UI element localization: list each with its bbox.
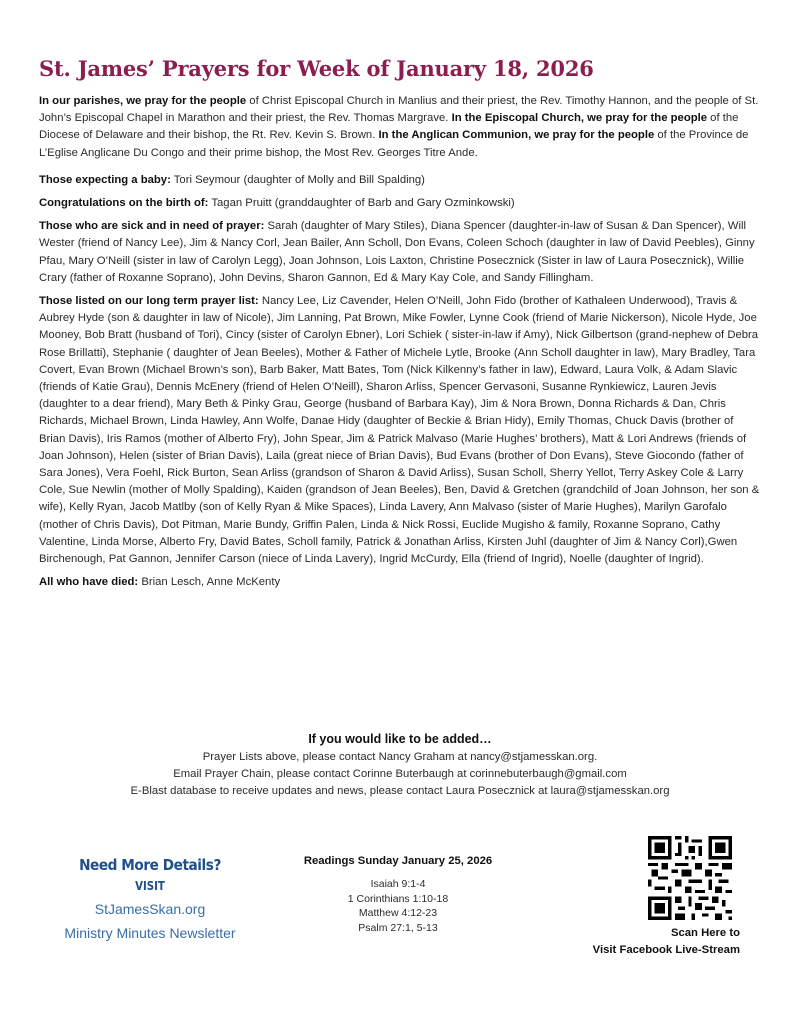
qr-code-icon[interactable] <box>648 836 732 920</box>
reading-item: Isaiah 9:1-4 <box>370 878 426 890</box>
details-visit: VISIT <box>135 879 165 893</box>
section-text: Sarah (daughter of Mary Stiles), Diana Spencer (daughter-in-law of Susan & Dan Spencer), Will Wester (friend of Nancy Lee), Jim & Nancy Corl, Jean Bailer, Ann Scholl, Don Evans, Coleen Schoch (daughter in law of David Peebles), Ginny Pfau, Mary O’Neill (sister in law of Carolyn Legg), Joan Johnson, Lois Laxton, Christine Posecznick (Sister in law of Laura Posecznick), Willie Crary (father of Roxanne Soprano), John Devins, Sharon Gannon, Ed & Mary Kay Cole, and Sandy Fillingham. <box>39 220 755 284</box>
intro-label-episcopal: In the Episcopal Church, we pray for the people <box>451 112 708 125</box>
contact-line-eblast: E-Blast database to receive updates and news, please contact Laura Posecznick at laura@stjamesskan.org <box>130 785 670 797</box>
contact-heading: If you would like to be added… <box>308 732 492 746</box>
details-heading: Need More Details? <box>79 856 221 874</box>
intro-text-episcopal: of the Diocese of Delaware and their bishop, the Rt. Rev. Kevin S. Brown. <box>39 112 739 142</box>
section-died <box>39 574 761 591</box>
section-label: Congratulations on the birth of: <box>39 197 209 210</box>
intro-text-anglican: of the Province de L’Eglise Anglicane Du Congo and their prime bishop, the Most Rev. Georges Titre Ande. <box>39 129 749 159</box>
section-text: Tagan Pruitt (granddaughter of Barb and Gary Ozminkowski) <box>208 197 515 210</box>
page-title: St. James’ Prayers for Week of January 18, 2026 <box>39 56 594 81</box>
qr-caption <box>560 925 740 959</box>
section-text: Nancy Lee, Liz Cavender, Helen O’Neill, John Fido (brother of Kathaleen Underwood), Travis & Aubrey Hyde (son & daughter in law of Nicole), Jim Lanning, Pat Brown, Mike Fowler, Lynne Cook (friend of Marie Nickerson), Nicole Hyde, Joe Mooney, Bob Bratt (husband of Tori), Cincy (sister of Carolyn Ebner), Lori Schiek ( sister-in-law if Amy), Nick Gilbertson (grand-nephew of Debra Rose Brillatti), Stephanie ( daughter of Jean Beeles), Mother & Father of Michele Lytle, Brooke (Ann Scholl daughter in law), Mary Bradley, Tara Covert, Evan Brown (Michael Brown’s son), Barb Baker, Matt Bates, Tom (Nick Kilkenny’s father in law), Edward, Laura Volk, & Adam Slavic (friends of Katie Grau), Dennis McEnery (friend of Helen O’Neill), Sharon Arliss, Spencer Gervasoni, Susanne Rynkiewicz, Lauren Jevis (daughter to a dear friend), Mary Beth & Pinky Grau, George (husband of Barbara Kay), Jim & Nora Brown, Donna Richards & Dan, Chris Richards, Michael Brown, Linda Hawley, Ann Wolfe, Danae Hidy (daughter of Beckie & Brian Hidy), Emily Thomas, Chuck Davis (brother of Brian Davis), Iris Ramos (mother of Alberto Fry), John Spear, Jim & Patrick Malvaso (Marie Hughes’ brothers), Matt & Lori Andrews (friends of Joan Johnson), Helen (sister of Brian Davis), Laila (great niece of Brian Davis), Bud Evans (brother of Don Evans), Steve Giocondo (father of Sara Jones), Vera Foehl, Rick Burton, Sean Arliss (grandson of Sharon & David Arliss), Susan Scholl, Sherry Yellot, Terry Askey Cole & Larry Cole, Sue Newlin (mother of Molly Spalding), Kaiden (grandson of Jean Beeles), Ben, David & Gretchen (grandchild of Joan Johnson, her son & wife), Kelly Ryan, Jacob Matlby (son of Kelly Ryan & Mike Spaces), Linda Lavery, Ann Malvaso (sister of Marie Hughes), Marilyn Garofalo (mother of Chris Davis), Dot Pitman, Marie Bundy, Griffin Palen, Linda & Nick Rossi, Euclide Mugisho & family, Roxanne Soprano, Cathy Valentine, Linda Morse, Alberto Fry, David Bates, Scholl family, Patrick & Jonathan Arliss, Kirsten Juhl (daughter of Jim & Nancy Corl),Gwen Birchenough, Pat Gannon, Jennifer Carson (niece of Linda Lavery), Ingrid McCurdy, Ella (friend of Ingrid), Noelle (daughter of Ingrid). <box>39 295 760 566</box>
prayer-content <box>39 93 761 597</box>
contact-section <box>39 731 761 800</box>
section-label: All who have died: <box>39 576 139 589</box>
newsletter-link[interactable]: Ministry Minutes Newsletter <box>64 925 236 941</box>
section-sick <box>39 218 761 287</box>
intro-paragraph <box>39 93 761 162</box>
section-long-term <box>39 293 761 568</box>
section-label: Those listed on our long term prayer list: <box>39 295 259 308</box>
reading-item: Psalm 27:1, 5-13 <box>358 921 438 934</box>
section-text: Tori Seymour (daughter of Molly and Bill Spalding) <box>170 173 425 186</box>
reading-item: Matthew 4:12-23 <box>358 907 438 919</box>
section-label: Those expecting a baby: <box>39 173 171 186</box>
readings-heading: Readings Sunday January 25, 2026 <box>303 855 493 867</box>
reading-item: 1 Corinthians 1:10-18 <box>347 892 449 905</box>
intro-label-anglican: In the Anglican Communion, we pray for the people <box>378 129 655 142</box>
section-births <box>39 195 761 212</box>
section-label: Those who are sick and in need of prayer: <box>39 220 265 233</box>
intro-text-parishes: of Christ Episcopal Church in Manlius and their priest, the Rev. Timothy Hannon, and the people of St. John’s Episcopal Chapel in Marathon and their priest, the Rev. Thomas Margrave. <box>39 95 759 125</box>
contact-line-email-chain: Email Prayer Chain, please contact Corinne Buterbaugh at corinnebuterbaugh@gmail.com <box>173 768 627 780</box>
qr-caption-line1: Scan Here to <box>670 927 740 939</box>
details-box <box>50 856 250 941</box>
section-text: Brian Lesch, Anne McKenty <box>138 576 281 589</box>
website-link[interactable]: StJamesSkan.org <box>94 901 206 917</box>
readings-box <box>288 855 508 935</box>
intro-label-parishes: In our parishes, we pray for the people <box>39 95 247 107</box>
section-expecting <box>39 172 761 189</box>
contact-line-prayer-lists: Prayer Lists above, please contact Nancy Graham at nancy@stjamesskan.org. <box>202 751 598 763</box>
qr-caption-line2: Visit Facebook Live-Stream <box>592 944 740 956</box>
